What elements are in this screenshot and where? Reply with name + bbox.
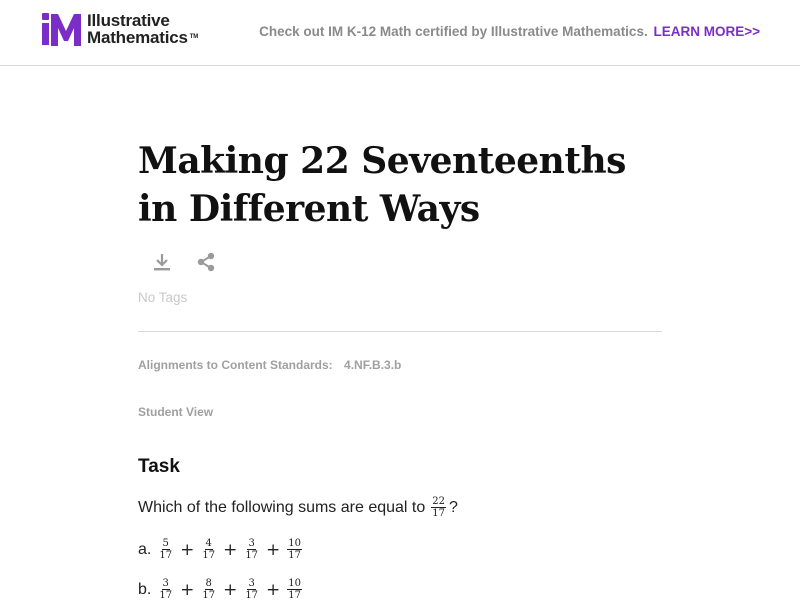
question-mark: ?: [449, 498, 458, 516]
fraction-denominator: 17: [432, 508, 445, 519]
plus-sign: +: [266, 539, 281, 560]
logo-line-2: Mathematics: [87, 28, 188, 47]
plus-sign: +: [180, 539, 195, 560]
fraction: $\frac{8}{17}$: [202, 578, 216, 601]
promo-text: Check out IM K-12 Math certified by Illustrative Mathematics.: [259, 24, 648, 39]
tags-label: No Tags: [138, 290, 188, 305]
logo-line-1: Illustrative: [87, 11, 170, 30]
task-question: [138, 496, 458, 519]
divider: [138, 331, 662, 332]
learn-more-link[interactable]: LEARN MORE>>: [653, 24, 760, 39]
fraction: $\frac{3}{17}$: [245, 538, 259, 561]
fraction: $\frac{4}{17}$: [202, 538, 216, 561]
student-view-link[interactable]: Student View: [138, 405, 214, 419]
site-header: [0, 0, 800, 66]
plus-sign: +: [180, 579, 195, 600]
standard-code-link[interactable]: 4.NF.B.3.b: [344, 358, 402, 372]
question-text: Which of the following sums are equal to: [138, 498, 426, 516]
plus-sign: +: [223, 539, 238, 560]
fraction: $\frac{10}{17}$: [288, 538, 302, 561]
logo-wordmark: [87, 12, 198, 46]
option-label: b.: [138, 580, 152, 598]
task-heading: Task: [138, 456, 180, 477]
fraction: $\frac{3}{17}$: [159, 578, 173, 601]
im-logo-mark: [41, 12, 81, 46]
question-fraction: [431, 496, 446, 519]
plus-sign: +: [266, 579, 281, 600]
share-icon[interactable]: [196, 252, 216, 272]
promo-banner: [259, 24, 760, 39]
fraction: $\frac{3}{17}$: [245, 578, 259, 601]
fraction-numerator: 22: [432, 496, 445, 507]
fraction: $\frac{5}{17}$: [159, 538, 173, 561]
plus-sign: +: [223, 579, 238, 600]
im-logo[interactable]: [41, 11, 198, 47]
alignments: [138, 358, 401, 372]
logo-trademark: TM: [189, 34, 199, 40]
alignments-label: Alignments to Content Standards:: [138, 358, 333, 372]
action-bar: [152, 252, 216, 272]
option-label: a.: [138, 540, 152, 558]
main-content: [138, 66, 662, 601]
download-icon[interactable]: [152, 252, 172, 272]
fraction: $\frac{10}{17}$: [288, 578, 302, 601]
page-title: Making 22 Seventeenths in Different Ways: [138, 140, 626, 230]
option-b: [138, 578, 305, 601]
option-a: [138, 538, 305, 561]
